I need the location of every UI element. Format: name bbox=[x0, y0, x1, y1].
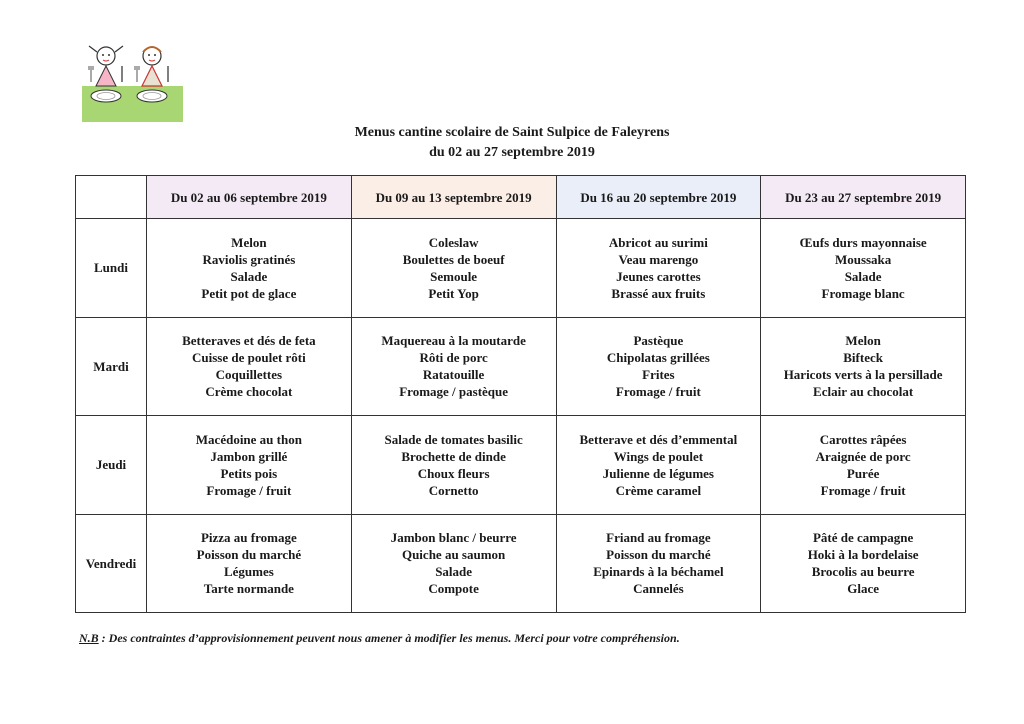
menu-cell bbox=[147, 514, 352, 613]
dish-item: Jeunes carottes bbox=[616, 268, 701, 284]
footnote bbox=[79, 631, 680, 646]
dish-item: Boulettes de boeuf bbox=[402, 251, 505, 267]
menu-cell bbox=[351, 416, 556, 515]
dish-item: Carottes râpées bbox=[819, 431, 907, 447]
dish-item: Cannelés bbox=[633, 581, 684, 597]
dish-item: Rôti de porc bbox=[419, 350, 488, 366]
dish-item: Pastèque bbox=[633, 333, 684, 349]
dish-item: Purée bbox=[846, 465, 880, 481]
dish-item: Brassé aux fruits bbox=[611, 285, 706, 301]
day-label: Vendredi bbox=[76, 514, 147, 613]
dish-item: Chipolatas grillées bbox=[606, 350, 710, 366]
dish-item: Abricot au surimi bbox=[608, 234, 708, 250]
dish-item: Salade bbox=[435, 564, 473, 580]
dish-item: Pâté de campagne bbox=[812, 530, 914, 546]
kids-eating-logo bbox=[82, 38, 183, 122]
menu-cell bbox=[147, 416, 352, 515]
dish-item: Betterave et dés d’emmental bbox=[579, 431, 738, 447]
dish-item: Frites bbox=[642, 367, 675, 383]
menu-row-jeudi bbox=[76, 416, 966, 515]
dish-item: Julienne de légumes bbox=[602, 465, 714, 481]
dish-item: Maquereau à la moutarde bbox=[381, 333, 526, 349]
header-row bbox=[76, 176, 966, 219]
menu-row-lundi bbox=[76, 219, 966, 318]
dish-item: Hoki à la bordelaise bbox=[807, 547, 919, 563]
dish-item: Eclair au chocolat bbox=[813, 384, 914, 400]
menu-cell bbox=[147, 219, 352, 318]
dish-item: Melon bbox=[231, 234, 267, 250]
menu-cell bbox=[761, 514, 966, 613]
day-label: Lundi bbox=[76, 219, 147, 318]
dish-item: Fromage blanc bbox=[821, 285, 905, 301]
menu-cell bbox=[556, 317, 761, 416]
dish-item: Macédoine au thon bbox=[195, 431, 302, 447]
dish-item: Ratatouille bbox=[422, 367, 485, 383]
dish-item: Wings de poulet bbox=[613, 448, 704, 464]
menu-cell bbox=[556, 416, 761, 515]
dish-item: Cuisse de poulet rôti bbox=[192, 350, 306, 366]
dish-item: Betteraves et dés de feta bbox=[182, 333, 316, 349]
dish-item: Crème chocolat bbox=[205, 384, 293, 400]
menu-cell bbox=[556, 514, 761, 613]
menu-cell bbox=[556, 219, 761, 318]
dish-item: Salade de tomates basilic bbox=[384, 431, 523, 447]
menu-cell bbox=[351, 219, 556, 318]
dish-item: Bifteck bbox=[843, 350, 883, 366]
footnote-text: : Des contraintes d’approvisionnement peuvent nous amener à modifier les menus. Merci pour votre compréhension. bbox=[98, 631, 680, 645]
dish-item: Melon bbox=[845, 333, 881, 349]
dish-item: Fromage / fruit bbox=[615, 384, 701, 400]
dish-item: Poisson du marché bbox=[196, 547, 302, 563]
dish-item: Fromage / fruit bbox=[820, 482, 906, 498]
dish-item: Glace bbox=[847, 581, 879, 597]
menu-cell bbox=[351, 317, 556, 416]
dish-item: Jambon blanc / beurre bbox=[390, 530, 517, 546]
dish-item: Tarte normande bbox=[203, 581, 294, 597]
dish-item: Petit pot de glace bbox=[201, 285, 297, 301]
dish-item: Œufs durs mayonnaise bbox=[799, 234, 927, 250]
menu-cell bbox=[351, 514, 556, 613]
menu-row-mardi bbox=[76, 317, 966, 416]
footnote-label: N.B bbox=[79, 631, 99, 645]
week-header: Du 02 au 06 septembre 2019 bbox=[147, 176, 352, 219]
dish-item: Moussaka bbox=[834, 251, 892, 267]
dish-item: Semoule bbox=[430, 268, 478, 284]
dish-item: Araignée de porc bbox=[815, 448, 911, 464]
dish-item: Salade bbox=[844, 268, 882, 284]
menu-body bbox=[76, 219, 966, 613]
day-label: Jeudi bbox=[76, 416, 147, 515]
dish-item: Petit Yop bbox=[428, 285, 479, 301]
dish-item: Coleslaw bbox=[428, 234, 479, 250]
menu-cell bbox=[761, 219, 966, 318]
dish-item: Fromage / fruit bbox=[206, 482, 292, 498]
week-header: Du 09 au 13 septembre 2019 bbox=[351, 176, 556, 219]
dish-item: Friand au fromage bbox=[606, 530, 711, 546]
dish-item: Jambon grillé bbox=[210, 448, 288, 464]
menu-cell bbox=[147, 317, 352, 416]
dish-item: Brochette de dinde bbox=[401, 448, 506, 464]
document-subtitle: du 02 au 27 septembre 2019 bbox=[429, 145, 595, 160]
document-title: Menus cantine scolaire de Saint Sulpice de Faleyrens bbox=[354, 125, 670, 140]
week-header: Du 16 au 20 septembre 2019 bbox=[556, 176, 761, 219]
day-label: Mardi bbox=[76, 317, 147, 416]
dish-item: Haricots verts à la persillade bbox=[783, 367, 943, 383]
menu-cell bbox=[761, 416, 966, 515]
dish-item: Légumes bbox=[223, 564, 274, 580]
menu-row-vendredi bbox=[76, 514, 966, 613]
dish-item: Quiche au saumon bbox=[401, 547, 506, 563]
dish-item: Petits pois bbox=[220, 465, 278, 481]
dish-item: Fromage / pastèque bbox=[399, 384, 509, 400]
week-header: Du 23 au 27 septembre 2019 bbox=[761, 176, 966, 219]
dish-item: Crème caramel bbox=[615, 482, 702, 498]
dish-item: Compote bbox=[428, 581, 479, 597]
menu-cell bbox=[761, 317, 966, 416]
dish-item: Pizza au fromage bbox=[200, 530, 297, 546]
dish-item: Cornetto bbox=[428, 482, 479, 498]
dish-item: Epinards à la béchamel bbox=[593, 564, 724, 580]
dish-item: Veau marengo bbox=[618, 251, 699, 267]
corner-cell bbox=[76, 176, 147, 219]
dish-item: Salade bbox=[230, 268, 268, 284]
dish-item: Brocolis au beurre bbox=[811, 564, 915, 580]
dish-item: Poisson du marché bbox=[606, 547, 711, 563]
dish-item: Choux fleurs bbox=[417, 465, 490, 481]
dish-item: Coquillettes bbox=[215, 367, 283, 383]
menu-table bbox=[75, 175, 966, 613]
dish-item: Raviolis gratinés bbox=[202, 251, 296, 267]
